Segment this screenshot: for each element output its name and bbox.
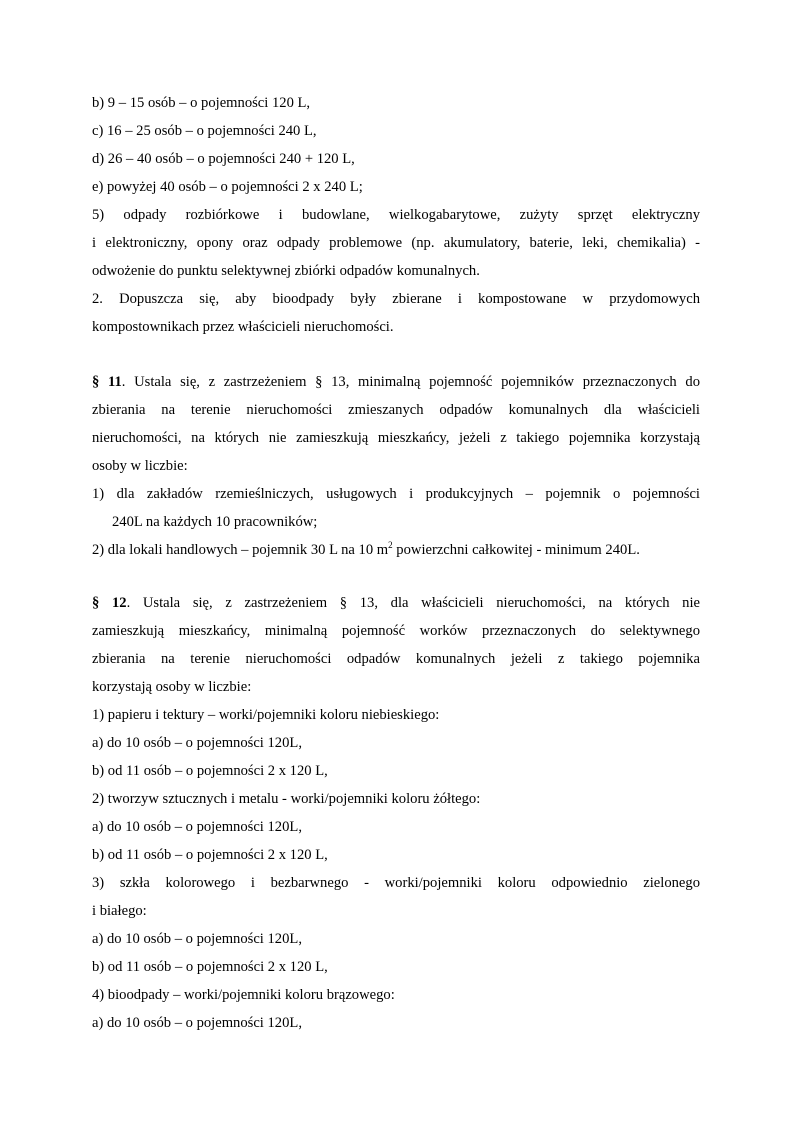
- section12-line1: [92, 593, 700, 613]
- section11-item1-line2: 240L na każdych 10 pracowników;: [112, 514, 318, 530]
- section11-line4: osoby w liczbie:: [92, 458, 188, 474]
- list-item-c: c) 16 – 25 osób – o pojemności 240 L,: [92, 123, 317, 139]
- group4-title: 4) bioodpady – worki/pojemniki koloru brązowego:: [92, 987, 395, 1003]
- superscript-squared: 2: [388, 540, 393, 550]
- section12-line4: korzystają osoby w liczbie:: [92, 679, 252, 695]
- section11-item2-text-b: powierzchni całkowitej - minimum 240L.: [392, 542, 640, 558]
- group2-item-a: a) do 10 osób – o pojemności 120L,: [92, 819, 302, 835]
- item5-line1: 5) odpady rozbiórkowe i budowlane, wielkogabarytowe, zużyty sprzęt elektryczny: [92, 207, 700, 223]
- group3-title-line1: 3) szkła kolorowego i bezbarwnego - worki/pojemniki koloru odpowiednio zielonego: [92, 875, 700, 891]
- group3-title-line2: i białego:: [92, 903, 147, 919]
- group2-title: 2) tworzyw sztucznych i metalu - worki/pojemniki koloru żółtego:: [92, 791, 481, 807]
- section11-item2: [92, 540, 700, 560]
- section11-line1: [92, 372, 700, 392]
- list-item-e: e) powyżej 40 osób – o pojemności 2 x 240 L;: [92, 179, 363, 195]
- section11-line1-text: . Ustala się, z zastrzeżeniem § 13, minimalną pojemność pojemników przeznaczonych do: [121, 374, 700, 390]
- point2-line2: kompostownikach przez właścicieli nieruchomości.: [92, 319, 394, 335]
- section12-line3: zbierania na terenie nieruchomości odpadów komunalnych jeżeli z takiego pojemnika: [92, 651, 700, 667]
- list-item-d: d) 26 – 40 osób – o pojemności 240 + 120 L,: [92, 151, 355, 167]
- section12-line1-text: . Ustala się, z zastrzeżeniem § 13, dla właścicieli nieruchomości, na których nie: [126, 595, 700, 611]
- section11-item1-line1: 1) dla zakładów rzemieślniczych, usługowych i produkcyjnych – pojemnik o pojemności: [92, 486, 700, 502]
- group1-item-b: b) od 11 osób – o pojemności 2 x 120 L,: [92, 763, 328, 779]
- group1-item-a: a) do 10 osób – o pojemności 120L,: [92, 735, 302, 751]
- group1-title: 1) papieru i tektury – worki/pojemniki koloru niebieskiego:: [92, 707, 440, 723]
- group4-item-a: a) do 10 osób – o pojemności 120L,: [92, 1015, 302, 1031]
- group3-item-a: a) do 10 osób – o pojemności 120L,: [92, 931, 302, 947]
- section12-line2: zamieszkują mieszkańcy, minimalną pojemność worków przeznaczonych do selektywnego: [92, 623, 700, 639]
- list-item-b: b) 9 – 15 osób – o pojemności 120 L,: [92, 95, 311, 111]
- point2-line1: 2. Dopuszcza się, aby bioodpady były zbierane i kompostowane w przydomowych: [92, 291, 700, 307]
- item5-line3: odwożenie do punktu selektywnej zbiórki odpadów komunalnych.: [92, 263, 480, 279]
- section11-line2: zbierania na terenie nieruchomości zmieszanych odpadów komunalnych dla właścicieli: [92, 402, 700, 418]
- section11-item2-text-a: 2) dla lokali handlowych – pojemnik 30 L na 10 m: [92, 542, 389, 558]
- section11-line3: nieruchomości, na których nie zamieszkują mieszkańcy, jeżeli z takiego pojemnika korzystają: [92, 430, 700, 446]
- section12-heading: § 12: [92, 595, 127, 611]
- item5-line2: i elektroniczny, opony oraz odpady problemowe (np. akumulatory, baterie, leki, chemikalia) -: [92, 235, 700, 251]
- group3-item-b: b) od 11 osób – o pojemności 2 x 120 L,: [92, 959, 328, 975]
- group2-item-b: b) od 11 osób – o pojemności 2 x 120 L,: [92, 847, 328, 863]
- section11-heading: § 11: [92, 374, 122, 390]
